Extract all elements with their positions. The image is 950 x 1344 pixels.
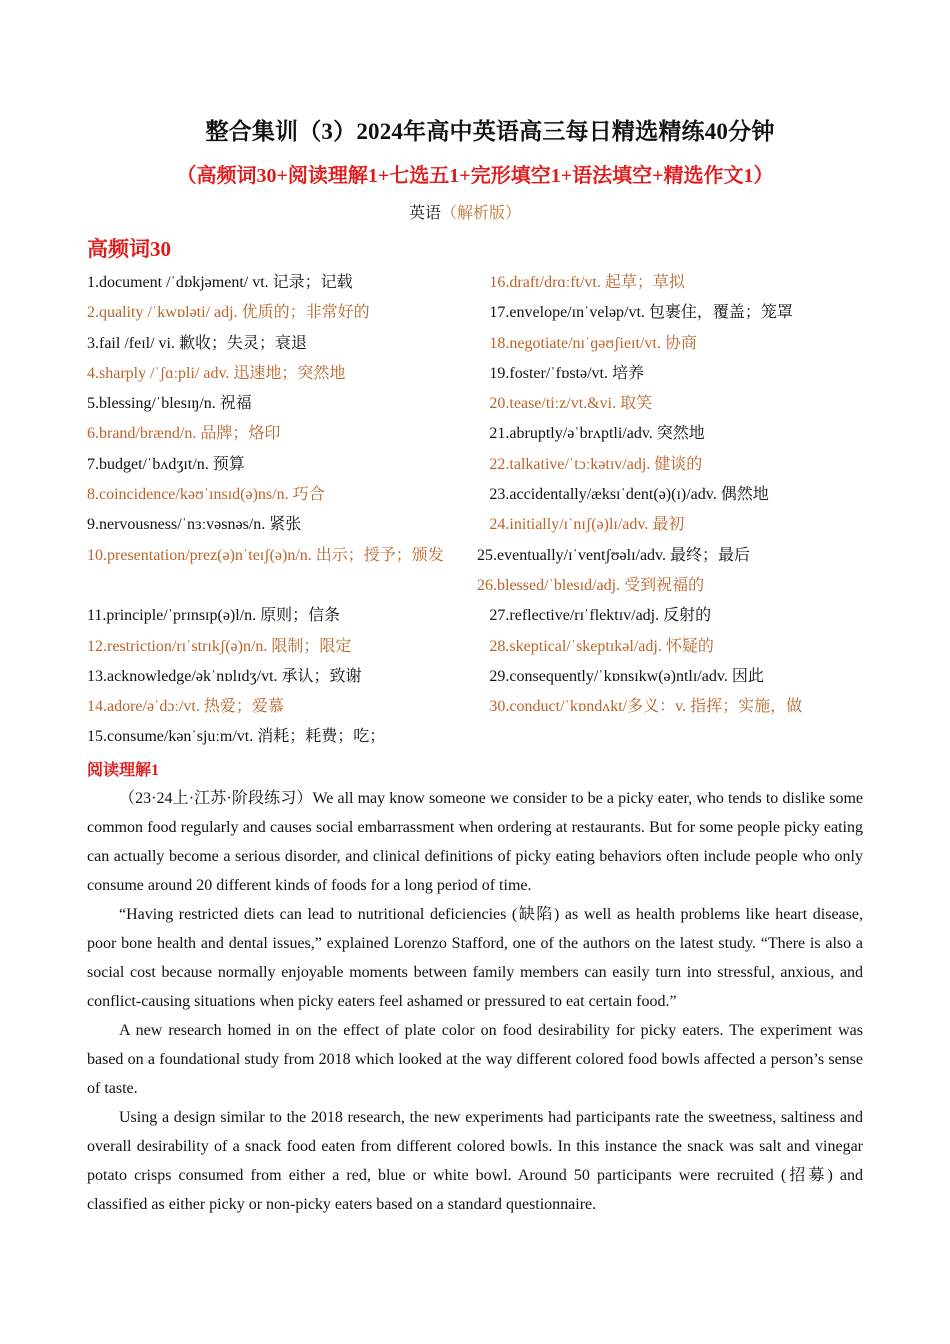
vocab-item: 23.accidentally/æksɪˈdent(ə)(ɪ)/adv. 偶然地: [489, 486, 769, 504]
vocab-item: 9.nervousness/ˈnɜːvəsnəs/n. 紧张: [87, 516, 302, 534]
vocab-item: 20.tease/tiːz/vt.&vi. 取笑: [489, 395, 653, 413]
vocab-row: [87, 419, 867, 449]
vocab-item: 6.brand/brænd/n. 品牌；烙印: [87, 425, 281, 443]
vocab-item: 14.adore/əˈdɔː/vt. 热爱；爱慕: [87, 698, 284, 716]
reading-heading: 阅读理解1: [87, 762, 160, 779]
subject-label: 英语: [408, 205, 441, 222]
paragraph-text: We all may know someone we consider to be a picky eater, who tends to dislike some common food regularly and causes social embarrassment when ordering at restaurants. But for some people picky eating can actually become a serious disorder, and clinical definitions of picky eating behaviors often include people who only consume around 20 different kinds of foods for a long period of time.: [87, 790, 863, 894]
vocab-item: 24.initially/ɪˈnɪʃ(ə)lɪ/adv. 最初: [489, 516, 685, 534]
passage-paragraph: “Having restricted diets can lead to nutritional deficiencies (缺陷) as well as health problems like heart disease, poor bone health and dental issues,” explained Lorenzo Stafford, one of the authors on the latest study. “There is also a social cost because normally enjoyable moments between family members can easily turn into stressful, anxious, and conflict-causing situations when picky eaters feel ashamed or pressured to eat certain food.”: [87, 906, 863, 1010]
vocab-row: [87, 480, 867, 510]
edition-label: （解析版）: [441, 205, 522, 222]
vocab-list: [87, 268, 867, 753]
reading-passage: [87, 784, 863, 1219]
passage-paragraph: [87, 784, 863, 900]
vocab-row: [87, 329, 867, 359]
document-title: 整合集训（3）2024年高中英语高三每日精选精练40分钟: [205, 119, 775, 144]
vocab-item: 12.restriction/rɪˈstrɪkʃ(ə)n/n. 限制；限定: [87, 637, 352, 655]
document-subtitle: （高频词30+阅读理解1+七选五1+完形填空1+语法填空+精选作文1）: [176, 165, 774, 187]
subject-line: [0, 200, 950, 223]
vocab-item: 25.eventually/ɪˈventʃʊəlɪ/adv. 最终；最后: [477, 546, 751, 564]
vocab-item: 18.negotiate/nɪˈɡəʊʃieɪt/vt. 协商: [489, 334, 697, 352]
vocab-row: [87, 359, 867, 389]
vocab-item: 16.draft/drɑːft/vt. 起草；草拟: [489, 274, 685, 291]
vocab-row: [87, 692, 867, 722]
vocab-item: 4.sharply /ˈʃɑːpli/ adv. 迅速地；突然地: [87, 364, 346, 382]
vocab-item: 29.consequently/ˈkɒnsɪkw(ə)ntlɪ/adv. 因此: [489, 667, 764, 685]
vocab-item: 17.envelope/ɪnˈveləp/vt. 包裹住，覆盖；笼罩: [489, 304, 793, 322]
vocab-item: 15.consume/kənˈsjuːm/vt. 消耗；耗费；吃；: [87, 728, 386, 746]
vocab-row: [87, 450, 867, 480]
vocab-row: [87, 541, 867, 602]
vocab-item: 11.principle/ˈprɪnsɪp(ə)l/n. 原则；信条: [87, 607, 341, 625]
vocab-item: [489, 722, 867, 752]
vocab-item: 5.blessing/ˈblesɪŋ/n. 祝福: [87, 395, 252, 413]
vocab-item-stack: [477, 541, 857, 602]
vocab-row: [87, 722, 867, 752]
vocab-item: 3.fail /feɪl/ vi. 歉收；失灵；衰退: [87, 334, 307, 352]
vocab-row: [87, 601, 867, 631]
vocab-item: 13.acknowledge/əkˈnɒlɪdʒ/vt. 承认；致谢: [87, 667, 362, 685]
vocab-item: 10.presentation/prez(ə)nˈteɪʃ(ə)n/n. 出示；授予；颁发: [87, 546, 444, 564]
vocab-row: [87, 510, 867, 540]
vocab-row: [87, 268, 867, 298]
vocab-item: 27.reflective/rɪˈflektɪv/adj. 反射的: [489, 607, 712, 625]
vocab-item: 7.budget/ˈbʌdʒɪt/n. 预算: [87, 455, 245, 473]
passage-source: （23·24上·江苏·阶段练习）: [119, 790, 313, 807]
vocab-item: 28.skeptical/ˈskeptɪkəl/adj. 怀疑的: [489, 637, 714, 655]
vocab-heading: 高频词30: [87, 237, 171, 261]
vocab-row: [87, 632, 867, 662]
vocab-item: 2.quality /ˈkwɒləti/ adj. 优质的；非常好的: [87, 304, 370, 322]
vocab-item: 19.foster/ˈfɒstə/vt. 培养: [489, 364, 644, 382]
passage-paragraph: A new research homed in on the effect of plate color on food desirability for picky eaters. The experiment was based on a foundational study from 2018 which looked at the way different colored food bowls affected a person’s sense of taste.: [87, 1022, 863, 1097]
vocab-item: 1.document /ˈdɒkjəment/ vt. 记录；记载: [87, 274, 353, 291]
vocab-row: [87, 389, 867, 419]
vocab-item: 21.abruptly/əˈbrʌptli/adv. 突然地: [489, 425, 705, 443]
vocab-row: [87, 298, 867, 328]
vocab-row: [87, 662, 867, 692]
vocab-item: 26.blessed/ˈblesɪd/adj. 受到祝福的: [477, 576, 705, 594]
vocab-item: 30.conduct/ˈkɒndʌkt/多义：v. 指挥；实施，做: [489, 698, 803, 716]
vocab-item: 8.coincidence/kəʊˈɪnsɪd(ə)ns/n. 巧合: [87, 486, 325, 504]
vocab-item: 22.talkative/ˈtɔːkətɪv/adj. 健谈的: [489, 455, 703, 473]
passage-paragraph: Using a design similar to the 2018 research, the new experiments had participants rate the sweetness, saltiness and overall desirability of a snack food eaten from different colored bowls. In this instance the snack was salt and vinegar potato crisps consumed from either a red, blue or white bowl. Around 50 participants were recruited (招募) and classified as either picky or non-picky eaters based on a standard questionnaire.: [87, 1109, 863, 1213]
